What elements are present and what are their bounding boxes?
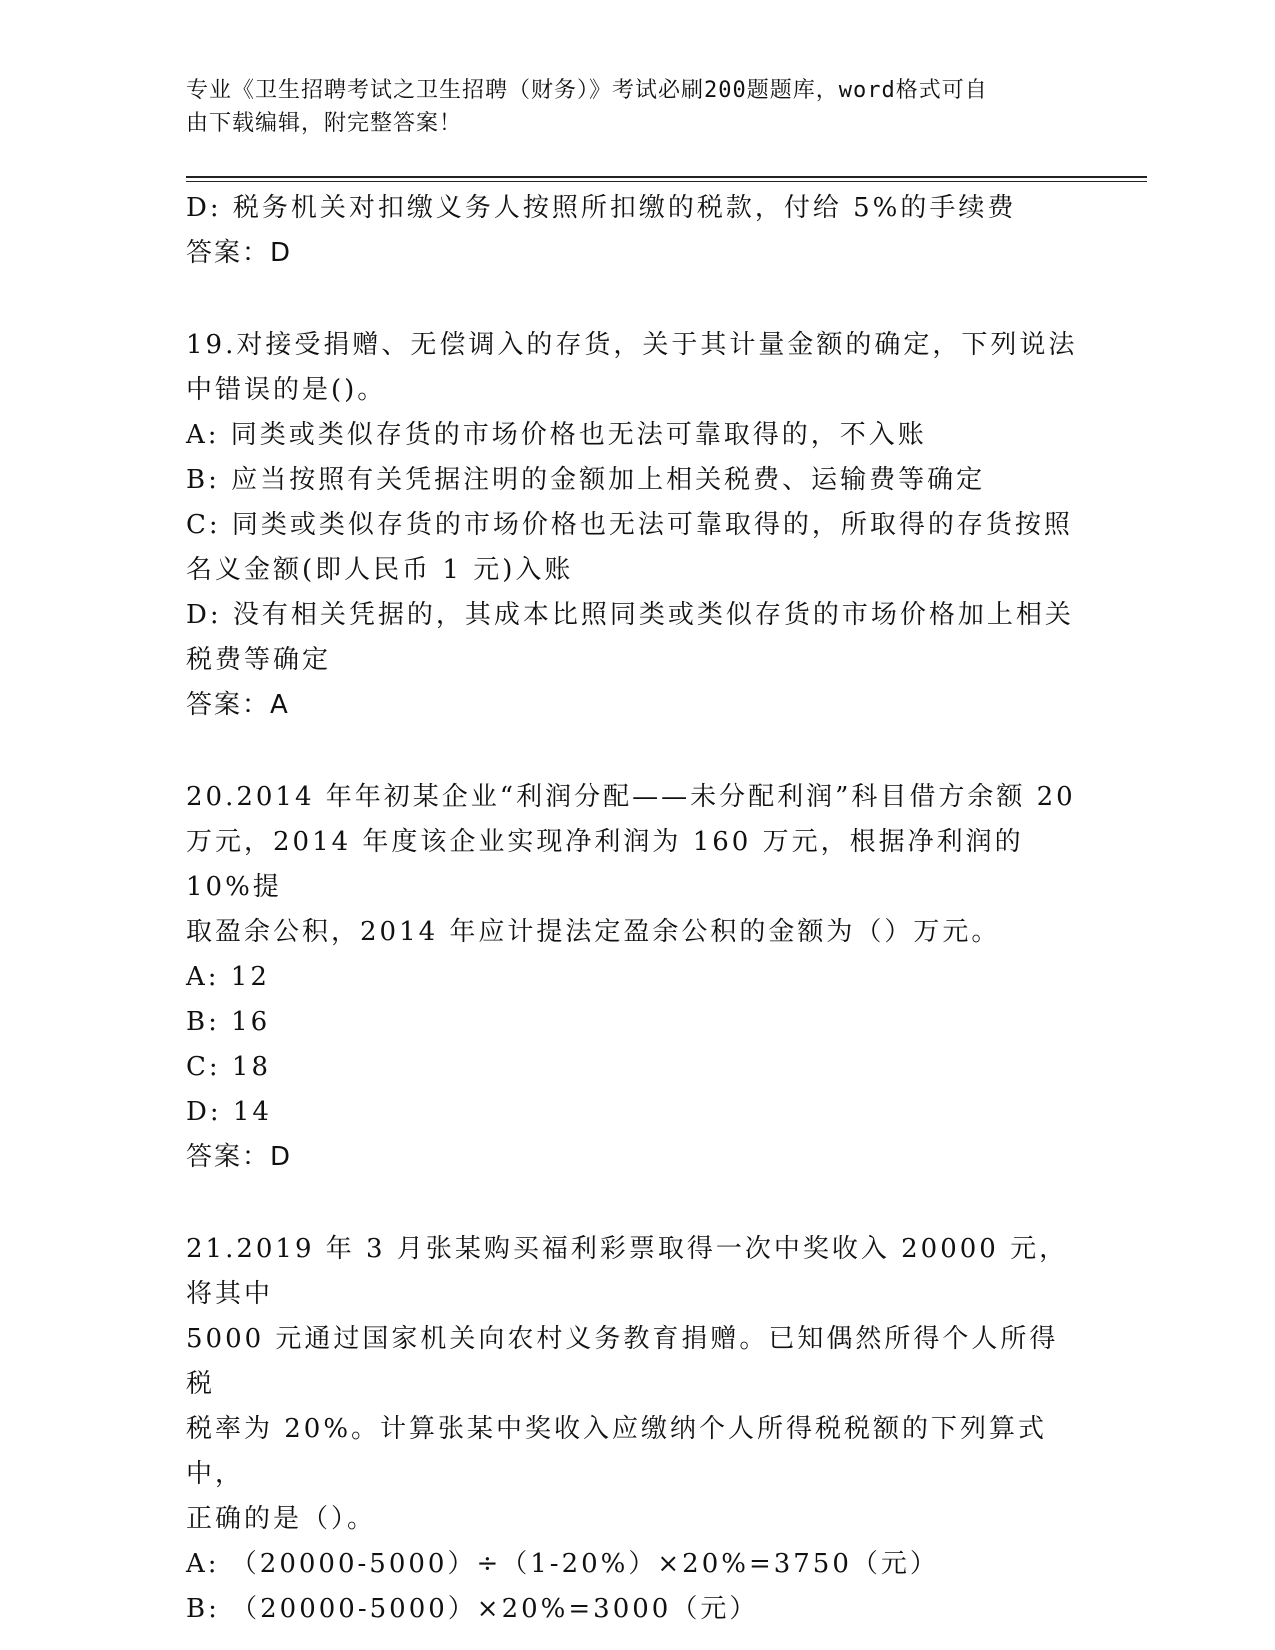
header-divider-thick	[186, 176, 1147, 178]
question-21	[186, 1227, 1086, 1632]
option-c: C: 18	[186, 1052, 272, 1082]
option-b: B: 16	[186, 1007, 271, 1037]
option-b: B: 应当按照有关凭据注明的金额加上相关税费、运输费等确定	[186, 465, 986, 495]
option-d: D: 没有相关凭据的，其成本比照同类或类似存货的市场价格加上相关	[186, 600, 1074, 630]
question-18-tail	[186, 186, 1086, 276]
question-20	[186, 775, 1086, 1180]
question-stem: 19.对接受捐赠、无偿调入的存货，关于其计量金额的确定，下列说法	[186, 330, 1078, 360]
header-title-line-2: 由下载编辑，附完整答案！	[186, 111, 463, 136]
option-a: A: （20000-5000）÷（1-20%）×20%=3750（元）	[186, 1549, 939, 1579]
header-divider-thin	[186, 181, 1147, 182]
question-stem: 21.2019 年 3 月张某购买福利彩票取得一次中奖收入 20000 元，将其中	[186, 1234, 1069, 1309]
option-d: D: 税务机关对扣缴义务人按照所扣缴的税款，付给 5%的手续费	[186, 193, 1017, 223]
page-header	[186, 74, 1066, 140]
option-d-continued: 税费等确定	[186, 645, 332, 675]
option-c-continued: 名义金额(即人民币 1 元)入账	[186, 555, 574, 585]
answer-line: 答案：D	[186, 238, 293, 268]
question-stem-continued: 5000 元通过国家机关向农村义务教育捐赠。已知偶然所得个人所得税	[186, 1324, 1059, 1399]
option-a: A: 12	[186, 962, 270, 992]
header-title-line-1: 专业《卫生招聘考试之卫生招聘（财务）》考试必刷200题题库，word格式可自	[186, 78, 988, 103]
question-content	[186, 186, 1086, 1632]
question-stem: 20.2014 年年初某企业“利润分配——未分配利润”科目借方余额 20	[186, 782, 1076, 812]
answer-line: 答案：A	[186, 690, 290, 720]
answer-line: 答案：D	[186, 1142, 293, 1172]
option-d: D: 14	[186, 1097, 272, 1127]
option-a: A: 同类或类似存货的市场价格也无法可靠取得的，不入账	[186, 420, 927, 450]
question-stem-continued: 税率为 20%。计算张某中奖收入应缴纳个人所得税税额的下列算式中，	[186, 1414, 1048, 1489]
question-stem-continued: 取盈余公积，2014 年应计提法定盈余公积的金额为（）万元。	[186, 917, 1001, 947]
option-b: B: （20000-5000）×20%=3000（元）	[186, 1594, 759, 1624]
question-19	[186, 323, 1086, 728]
question-stem-continued: 正确的是（）。	[186, 1504, 377, 1534]
question-stem-continued: 万元，2014 年度该企业实现净利润为 160 万元，根据净利润的 10%提	[186, 827, 1035, 902]
question-stem-continued: 中错误的是()。	[186, 375, 387, 405]
option-c: C: 同类或类似存货的市场价格也无法可靠取得的，所取得的存货按照	[186, 510, 1073, 540]
